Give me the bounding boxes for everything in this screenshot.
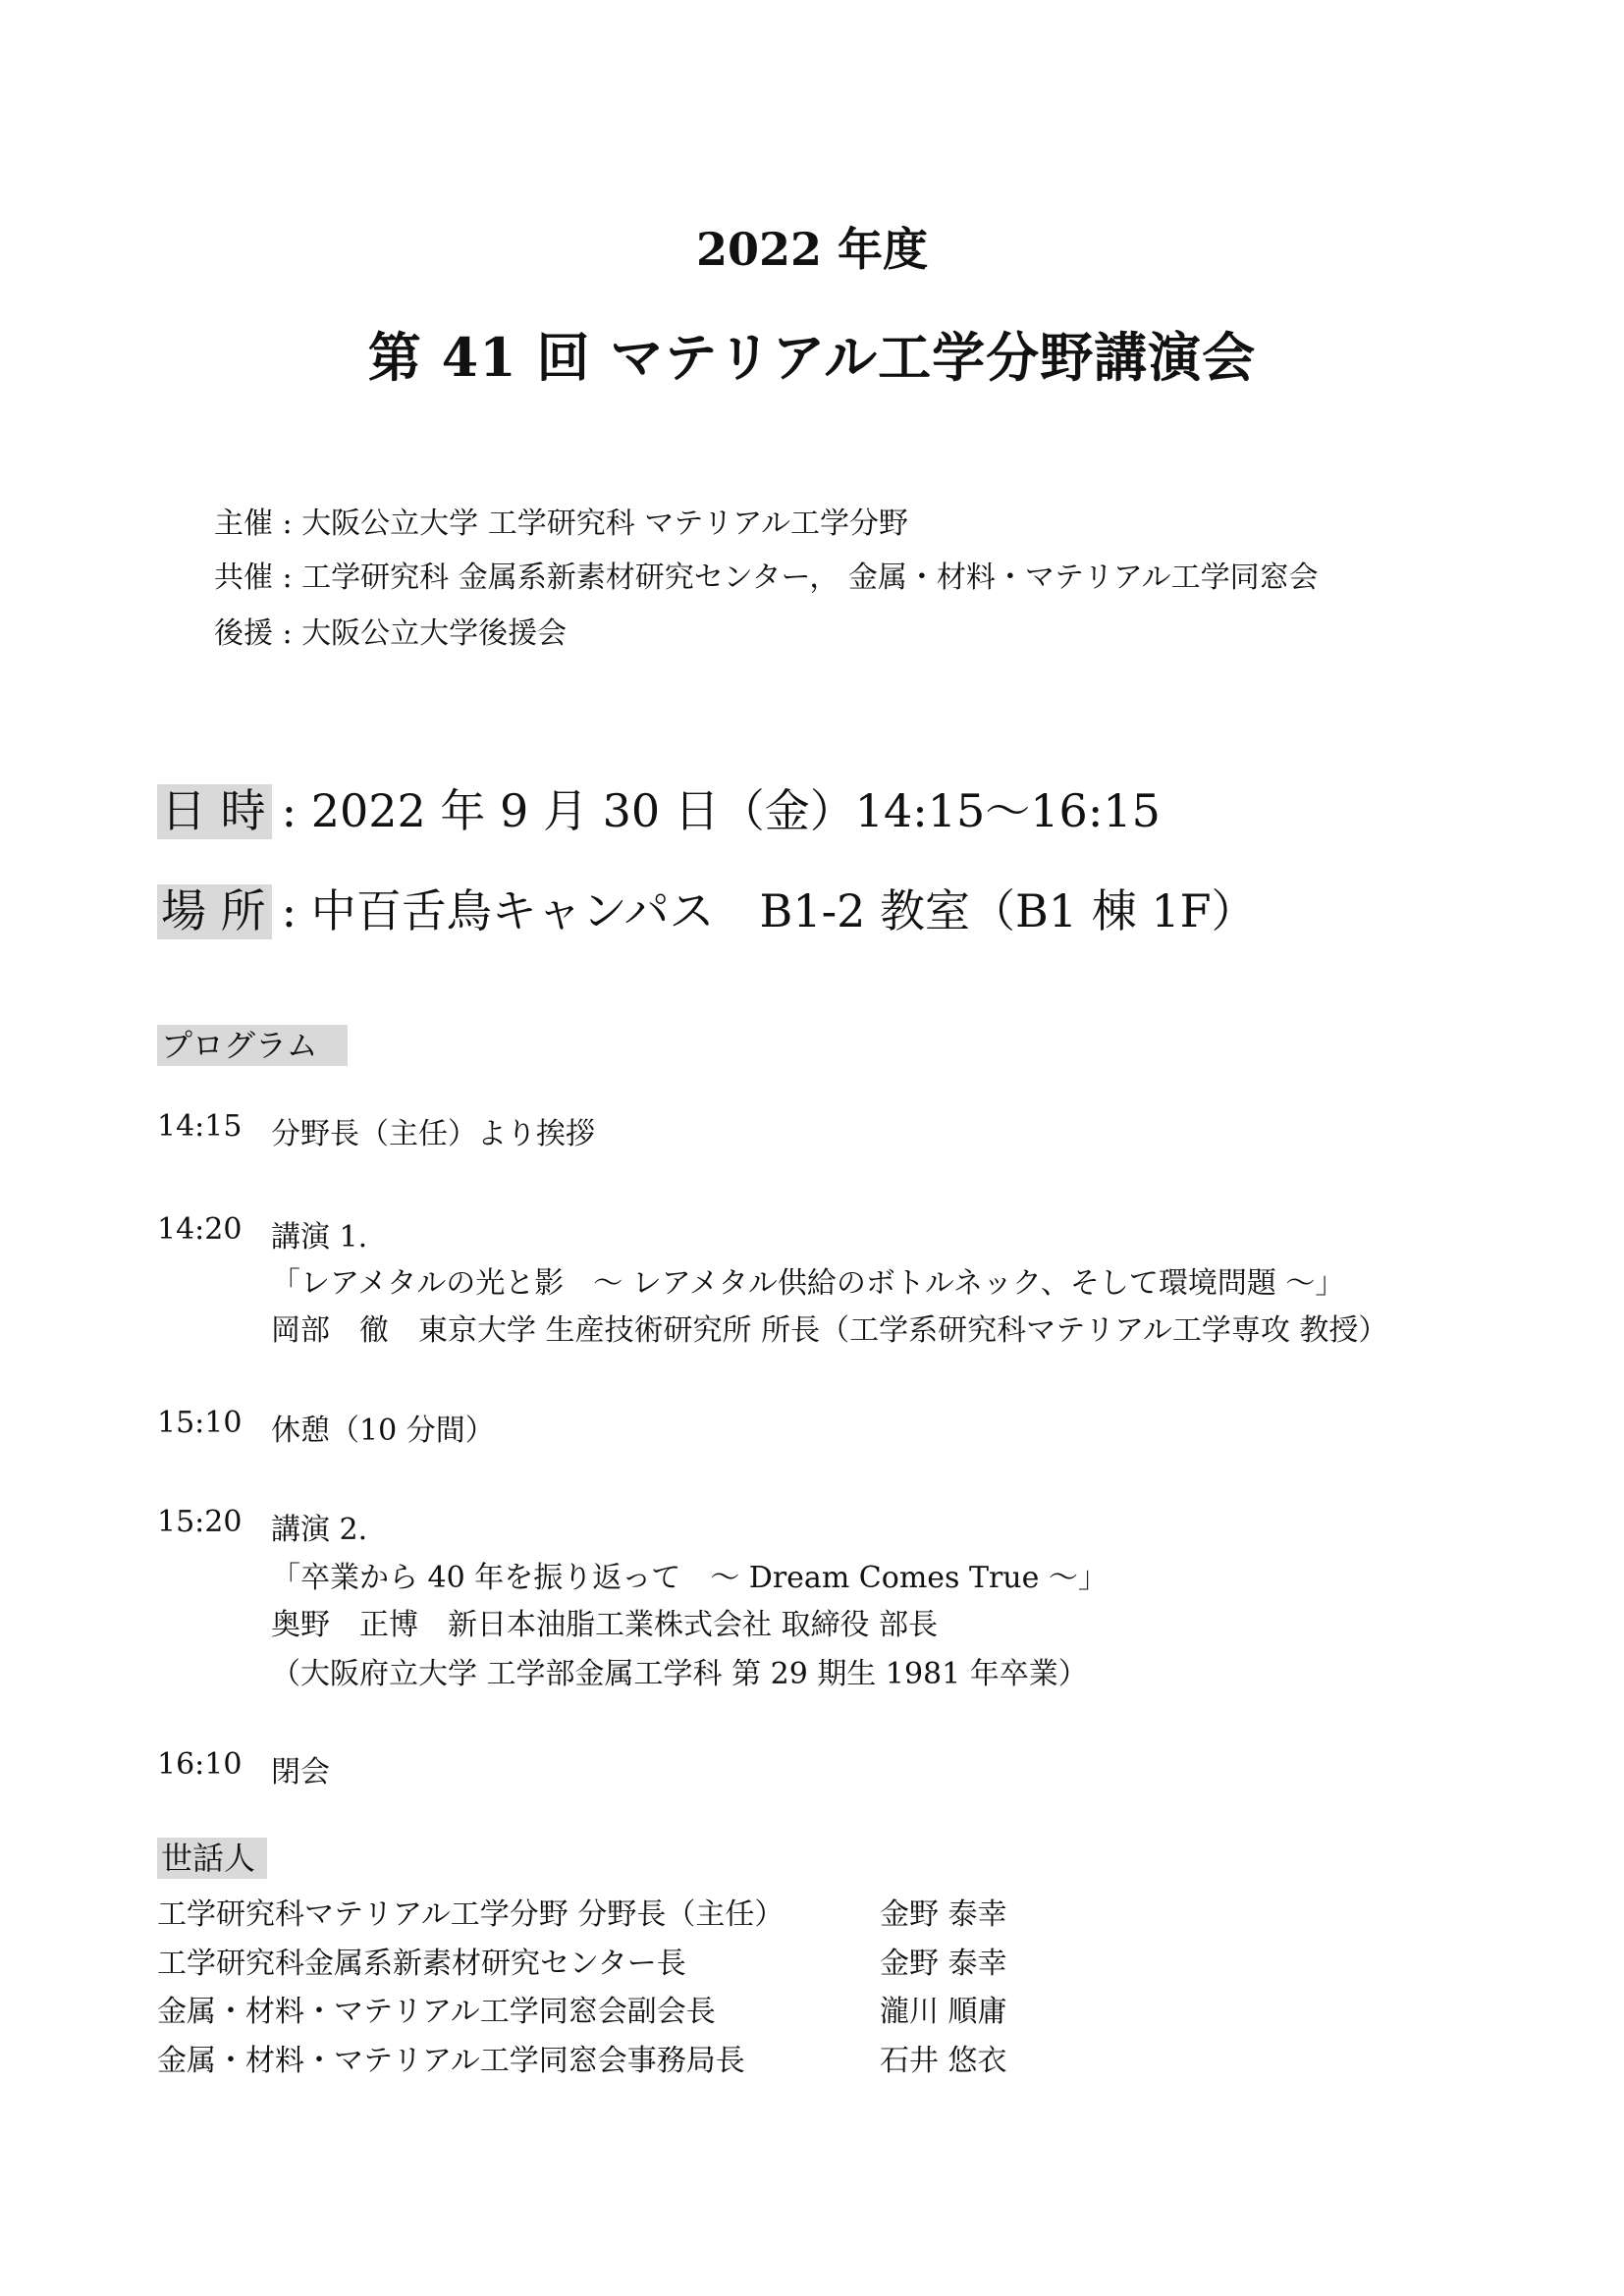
staff-name: 瀧川 順庸 <box>880 1995 1007 2029</box>
program-line: 講演 1. <box>271 1220 368 1255</box>
program-line: 講演 2. <box>271 1513 368 1547</box>
lecture-2-speaker-note: （大阪府立大学 工学部金属工学科 第 29 期生 1981 年卒業） <box>271 1657 1088 1691</box>
place-label: 場 所 <box>157 884 272 939</box>
staff-role: 金属・材料・マテリアル工学同窓会副会長 <box>157 1995 716 2029</box>
program-line: 閉会 <box>271 1755 330 1789</box>
lecture-2-speaker: 奥野 正博 新日本油脂工業株式会社 取締役 部長 <box>271 1608 939 1642</box>
program-time: 16:10 <box>157 1747 243 1782</box>
staff-name: 金野 泰幸 <box>880 1897 1007 1932</box>
staff-name: 石井 悠衣 <box>880 2044 1007 2078</box>
event-title: 第 41 回 マテリアル工学分野講演会 <box>367 326 1257 389</box>
date-value: : 2022 年 9 月 30 日（金）14:15～16:15 <box>281 784 1161 837</box>
program-time: 14:15 <box>157 1109 243 1144</box>
organizer-host: 主催 : 大阪公立大学 工学研究科 マテリアル工学分野 <box>214 507 909 541</box>
program-time: 15:10 <box>157 1406 243 1440</box>
staff-role: 工学研究科金属系新素材研究センター長 <box>157 1947 686 1981</box>
staff-role: 金属・材料・マテリアル工学同窓会事務局長 <box>157 2044 745 2078</box>
lecture-2-title: 「卒業から 40 年を振り返って ～ Dream Comes True ～」 <box>271 1561 1108 1595</box>
program-line: 分野長（主任）より挨拶 <box>271 1117 595 1151</box>
organizer-cohost: 共催 : 工学研究科 金属系新素材研究センター， 金属・材料・マテリアル工学同窓会 <box>214 561 1319 595</box>
date-label: 日 時 <box>157 784 272 839</box>
organizer-support: 後援 : 大阪公立大学後援会 <box>214 616 568 651</box>
staff-role: 工学研究科マテリアル工学分野 分野長（主任） <box>157 1897 785 1932</box>
staff-name: 金野 泰幸 <box>880 1947 1007 1981</box>
lecture-1-speaker: 岡部 徹 東京大学 生産技術研究所 所長（工学系研究科マテリアル工学専攻 教授） <box>271 1313 1388 1348</box>
program-time: 15:20 <box>157 1505 243 1539</box>
staff-heading: 世話人 <box>157 1834 267 1879</box>
fiscal-year: 2022 年度 <box>695 223 929 276</box>
place-value: : 中百舌鳥キャンパス B1-2 教室（B1 棟 1F） <box>281 884 1257 937</box>
program-time: 14:20 <box>157 1212 243 1247</box>
program-line: 休憩（10 分間） <box>271 1414 495 1448</box>
lecture-1-title: 「レアメタルの光と影 ～ レアメタル供給のボトルネック、そして環境問題 ～」 <box>271 1266 1345 1301</box>
event-place <box>157 876 1257 940</box>
program-heading: プログラム <box>157 1021 348 1066</box>
event-date <box>157 775 1161 840</box>
